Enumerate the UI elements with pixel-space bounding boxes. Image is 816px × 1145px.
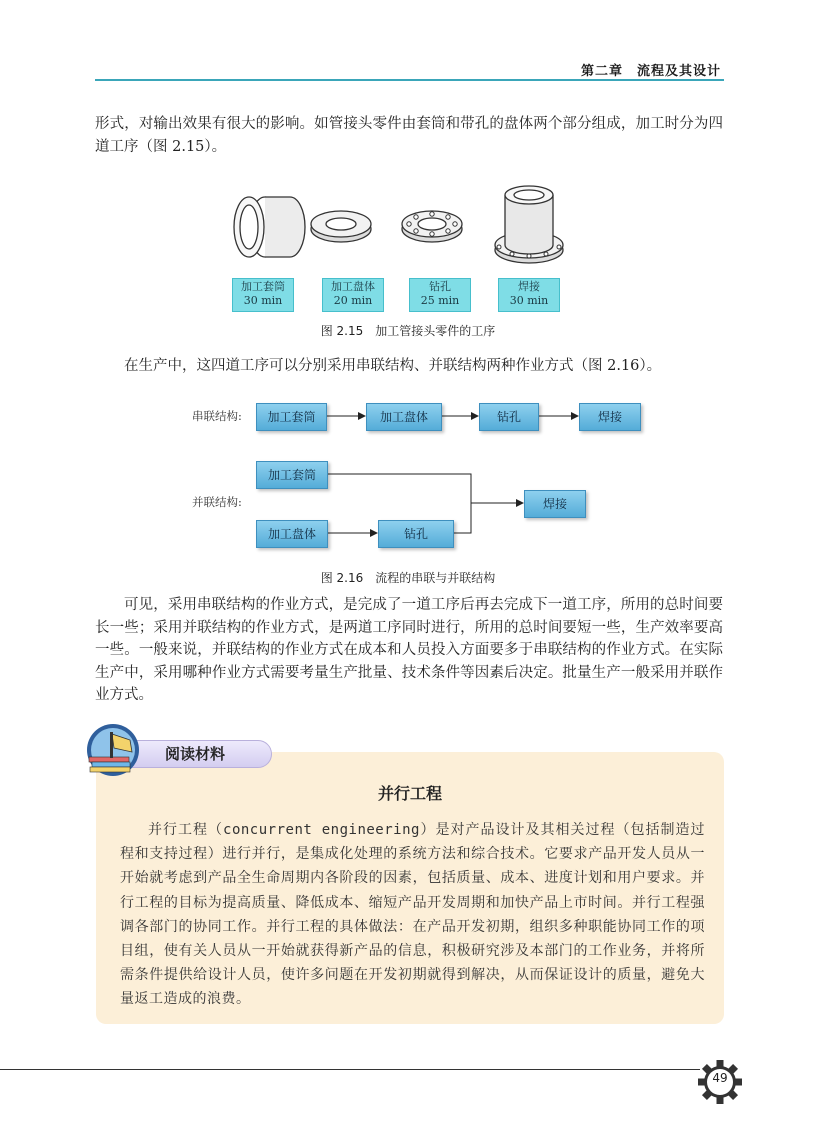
- series-box-weld: 焊接: [579, 403, 641, 431]
- process-time: 30 min: [509, 294, 549, 307]
- reading-material-tab-label: 阅读材料: [165, 745, 226, 763]
- series-structure-label: 串联结构:: [192, 409, 242, 423]
- paragraph-structures: 在生产中，这四道工序可以分别采用串联结构、并联结构两种作业方式（图 2.16）。: [124, 358, 662, 374]
- parallel-box-disc: 加工盘体: [256, 520, 328, 548]
- process-time: 20 min: [333, 294, 373, 307]
- process-name: 加工套筒: [241, 280, 285, 293]
- process-name: 钻孔: [429, 280, 451, 293]
- figure-2-15-caption: 图 2.15 加工管接头零件的工序: [320, 324, 496, 338]
- paragraph-intro: 形式，对输出效果有很大的影响。如管接头零件由套筒和带孔的盘体两个部分组成，加工时分为四道工序（图 2.15）。: [95, 116, 723, 155]
- process-time: 25 min: [420, 294, 460, 307]
- figure-2-16-caption: 图 2.16 流程的串联与并联结构: [320, 571, 496, 585]
- page-number: 49: [712, 1071, 728, 1085]
- parallel-structure-label: 并联结构:: [192, 495, 242, 509]
- parallel-box-weld: 焊接: [524, 490, 586, 518]
- series-box-drill: 钻孔: [479, 403, 539, 431]
- reading-material-body: 并行工程（concurrent engineering）是对产品设计及其相关过程（包括制造过程和支持过程）进行并行，是集成化处理的系统方法和综合技术。它要求产品开发人员从一开始就考虑到产品全生命周期内各阶段的因素，包括质量、成本、进度计划和用户要求。并行工程的目标为提高质量、降低成本、缩短产品开发周期和加快产品上市时间。并行工程强调各部门的协同工作。并行工程的具体做法：在产品开发初期，组织多种职能协同工作的项目组，使有关人员从一开始就获得新产品的信息，积极研究涉及本部门的工作业务，并将所需条件提供给设计人员，使许多问题在开发初期就得到解决，从而保证设计的质量，避免大量返工造成的浪费。: [120, 822, 705, 1008]
- series-box-disc: 加工盘体: [366, 403, 442, 431]
- process-name: 加工盘体: [331, 280, 375, 293]
- process-name: 焊接: [518, 280, 540, 293]
- process-time: 30 min: [243, 294, 283, 307]
- paragraph-conclusion: 可见，采用串联结构的作业方式，是完成了一道工序后再去完成下一道工序，所用的总时间要长一些；采用并联结构的作业方式，是两道工序同时进行，所用的总时间要短一些，生产效率要高一些。一般来说，并联结构的作业方式在成本和人员投入方面要多于串联结构的作业方式。在实际生产中，采用哪种作业方式需要考量生产批量、技术条件等因素后决定。批量生产一般采用并联作业方式。: [95, 597, 723, 703]
- reading-material-title: 并行工程: [377, 784, 442, 803]
- page-header-title: 第二章 流程及其设计: [580, 64, 721, 79]
- parallel-box-drill: 钻孔: [378, 520, 454, 548]
- parallel-box-sleeve: 加工套筒: [256, 461, 328, 489]
- series-box-sleeve: 加工套筒: [256, 403, 327, 431]
